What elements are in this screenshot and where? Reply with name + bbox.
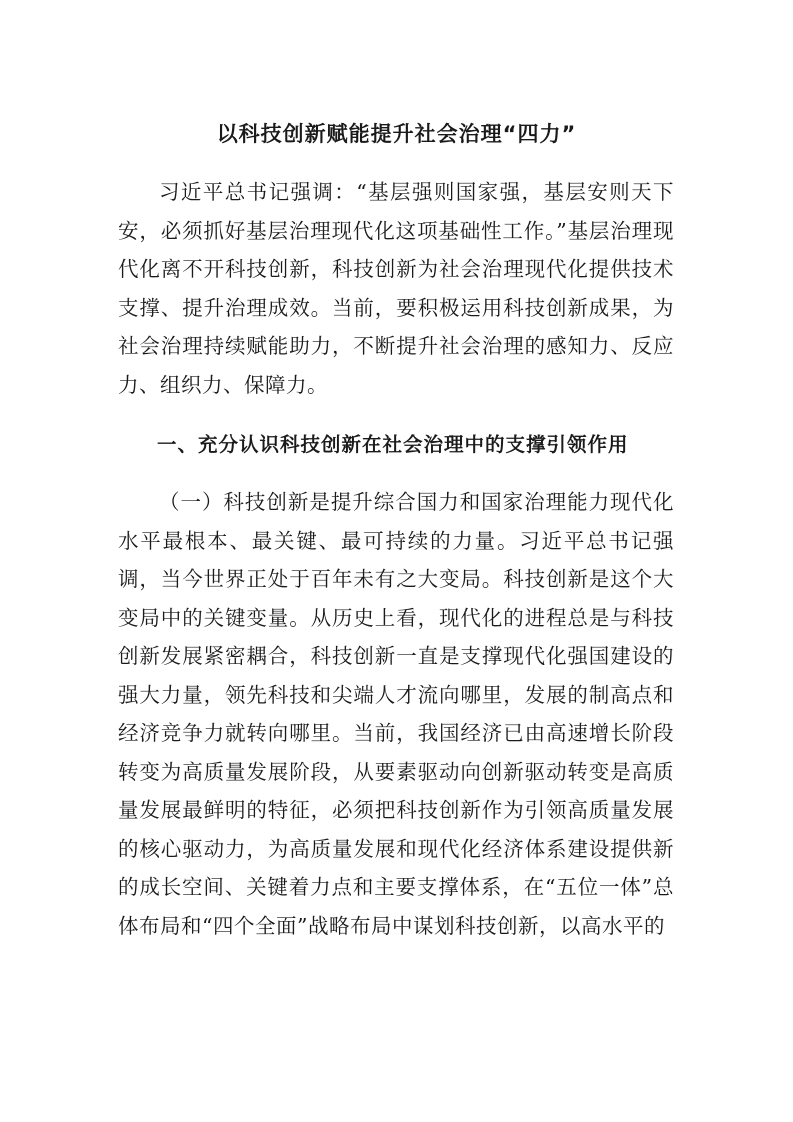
intro-paragraph: 习近平总书记强调：“基层强则国家强，基层安则天下安，必须抓好基层治理现代化这项基础性工作。”基层治理现代化离不开科技创新，科技创新为社会治理现代化提供技术支撑、提升治理成效。当前，要积极运用科技创新成果，为社会治理持续赋能助力，不断提升社会治理的感知力、反应力、组织力、保障力。 [118, 180, 674, 397]
section-heading-1: 一、充分认识科技创新在社会治理中的支撑引领作用 [157, 433, 629, 456]
document-title: 以科技创新赋能提升社会治理“四力” [216, 122, 577, 146]
section-1-paragraph-1: （一）科技创新是提升综合国力和国家治理能力现代化水平最根本、最关键、最可持续的力量。习近平总书记强调，当今世界正处于百年未有之大变局。科技创新是这个大变局中的关键变量。从历史上看，现代化的进程总是与科技创新发展紧密耦合，科技创新一直是支撑现代化强国建设的强大力量，领先科技和尖端人才流向哪里，发展的制高点和经济竞争力就转向哪里。当前，我国经济已由高速增长阶段转变为高质量发展阶段，从要素驱动向创新驱动转变是高质量发展最鲜明的特征，必须把科技创新作为引领高质量发展的核心驱动力，为高质量发展和现代化经济体系建设提供新的成长空间、关键着力点和主要支撑体系，在“五位一体”总体布局和“四个全面”战略布局中谋划科技创新，以高水平的 [118, 490, 674, 938]
